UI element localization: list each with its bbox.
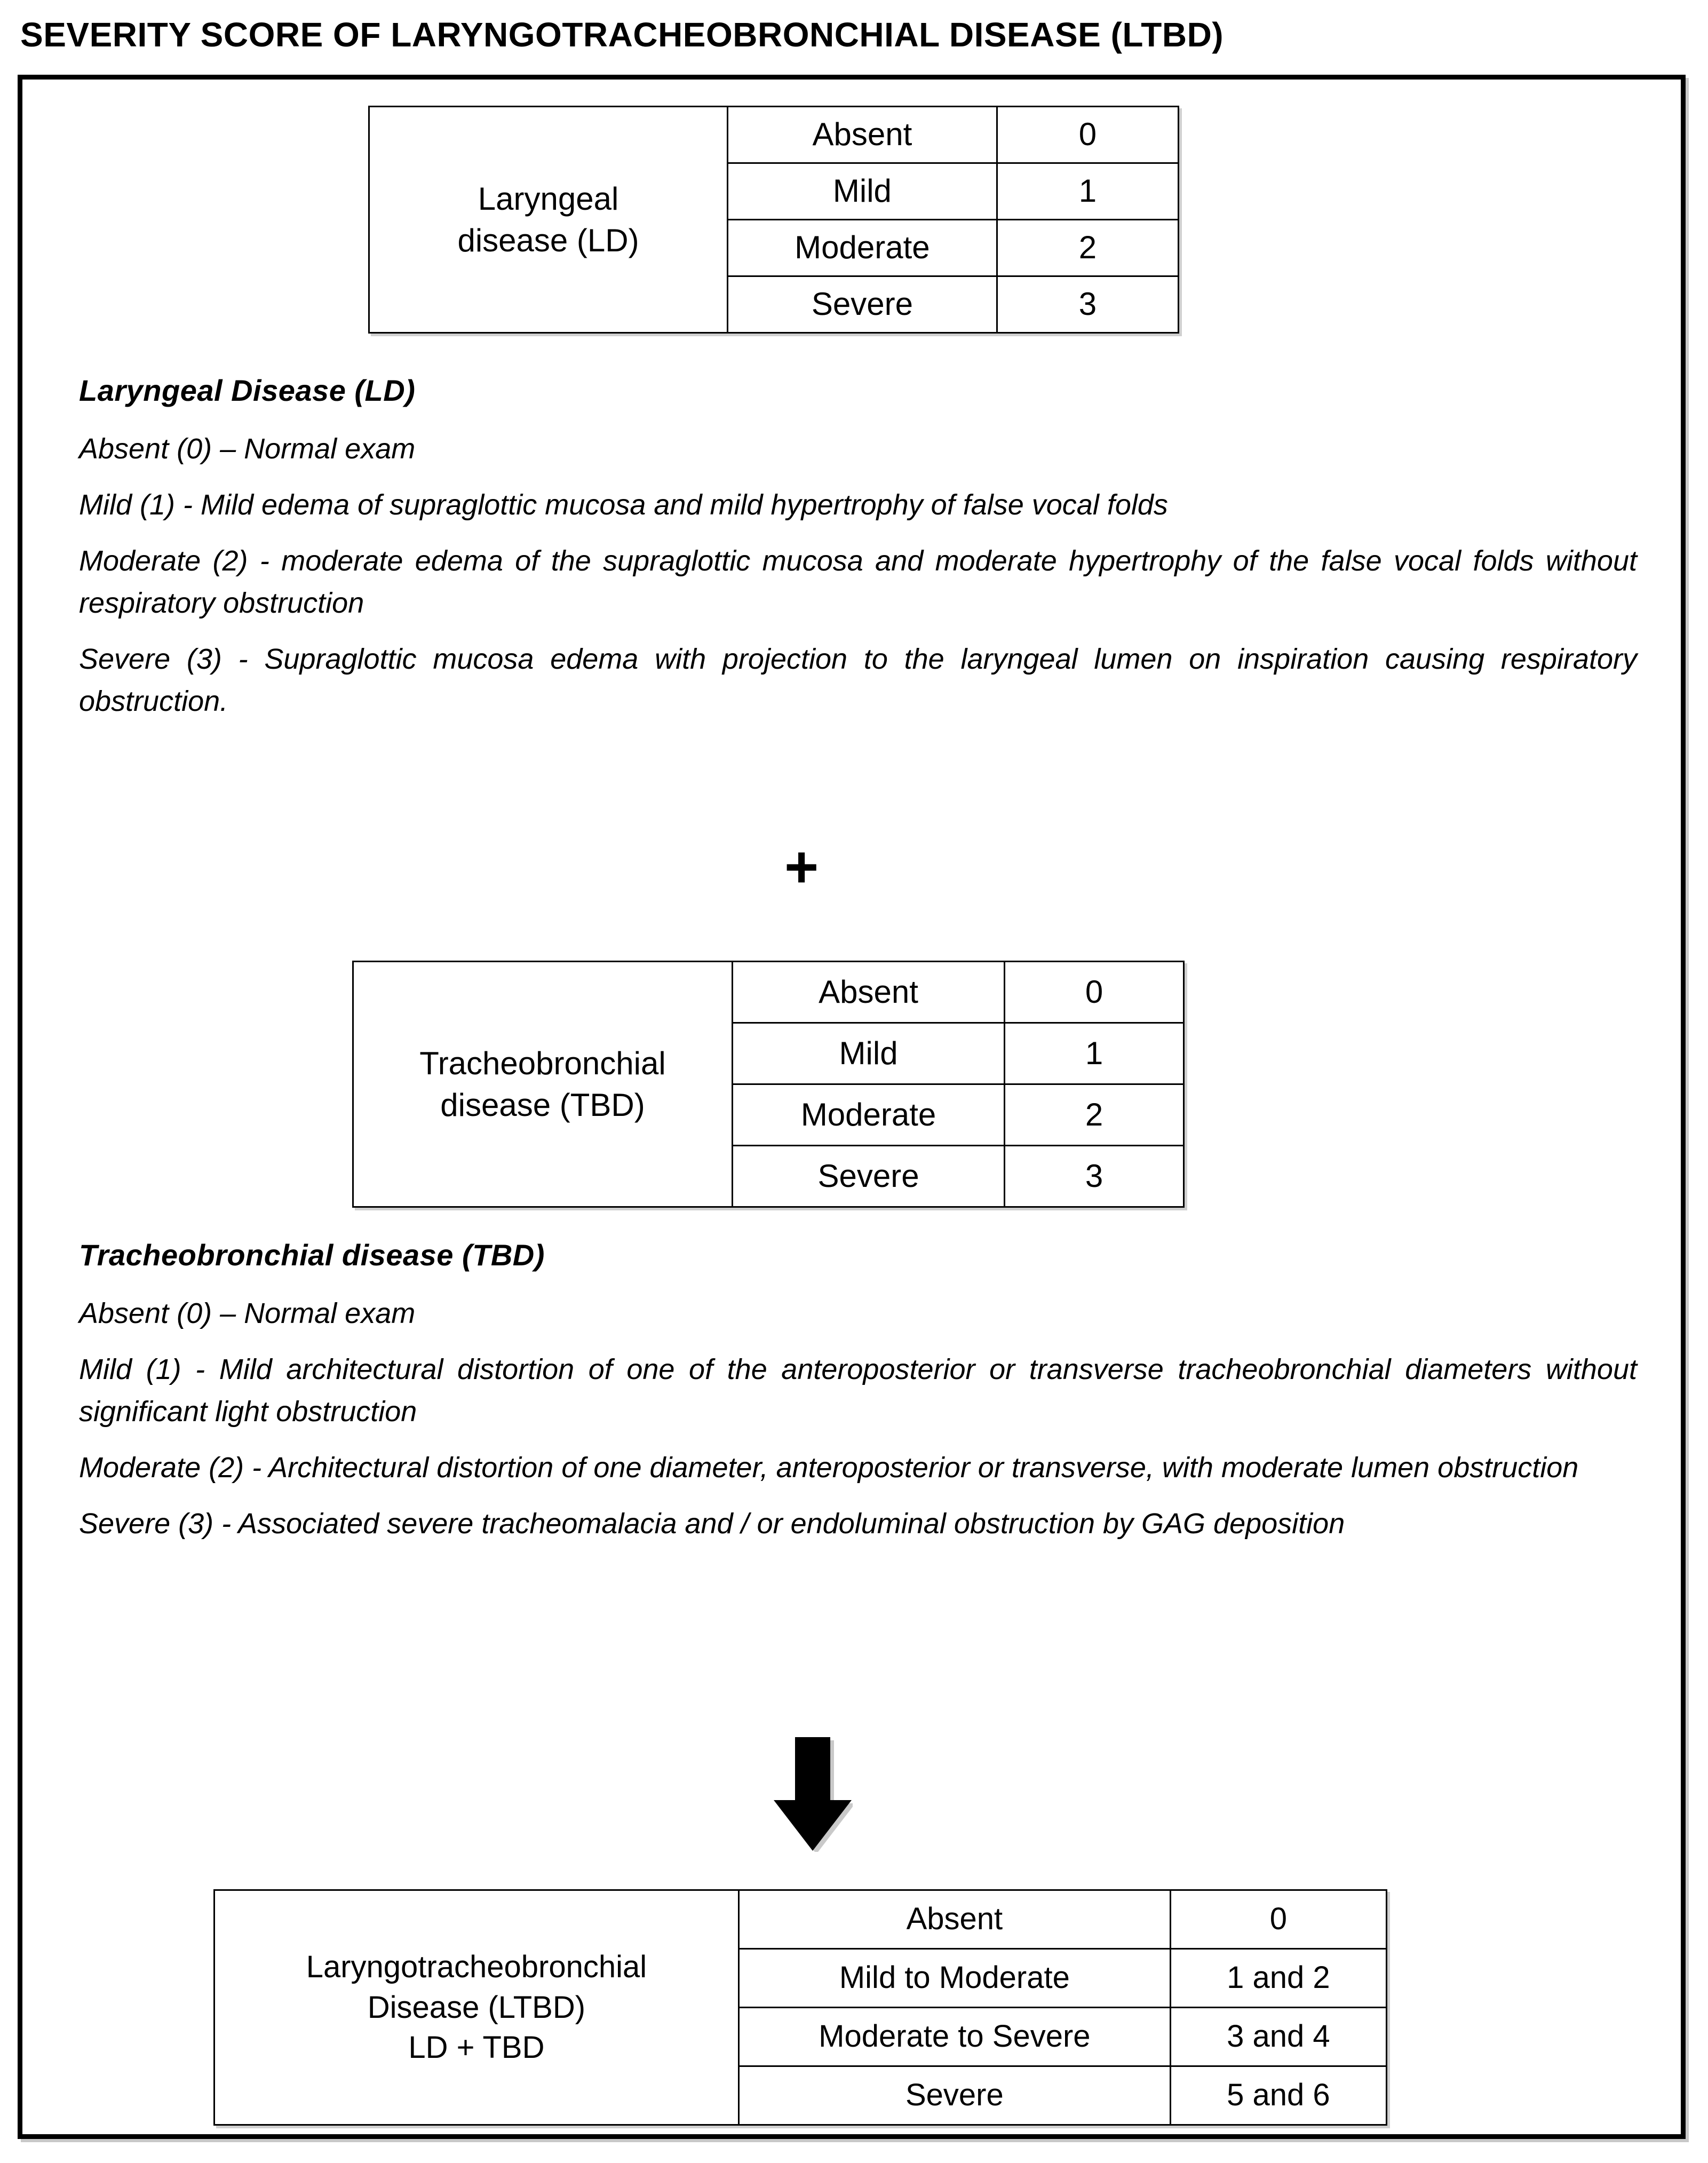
- ltbd-grade-mild-moderate: Mild to Moderate: [738, 1949, 1170, 2008]
- ltbd-score-severe: 5 and 6: [1170, 2066, 1386, 2125]
- tbd-line-severe: Severe (3) - Associated severe tracheomalacia and / or endoluminal obstruction by GAG deposition: [79, 1507, 1345, 1540]
- ltbd-score-table: [213, 1889, 1387, 2126]
- ld-grade-severe: Severe: [728, 276, 997, 333]
- ltbd-score-mild-moderate: 1 and 2: [1170, 1949, 1386, 2008]
- ltbd-score-moderate-severe: 3 and 4: [1170, 2008, 1386, 2066]
- table-row: [215, 1890, 1387, 1949]
- laryngeal-disease-score-table: [368, 106, 1179, 334]
- tbd-section-heading: Tracheobronchial disease (TBD): [79, 1238, 545, 1272]
- tbd-score-moderate: 2: [1005, 1084, 1184, 1146]
- tbd-score-mild: 1: [1005, 1023, 1184, 1084]
- ltbd-score-absent: 0: [1170, 1890, 1386, 1949]
- tbd-score-absent: 0: [1005, 962, 1184, 1023]
- page-title: SEVERITY SCORE OF LARYNGOTRACHEOBRONCHIAL DISEASE (LTBD): [20, 15, 1224, 54]
- tbd-row-label: Tracheobronchial disease (TBD): [353, 962, 733, 1207]
- tbd-line-mild: Mild (1) - Mild architectural distortion of one of the anteroposterior or transverse tracheobronchial diameters without significant light obstruction: [79, 1353, 1637, 1428]
- ld-line-moderate: Moderate (2) - moderate edema of the supraglottic mucosa and moderate hypertrophy of the false vocal folds without respiratory obstruction: [79, 545, 1637, 619]
- ld-section-heading: Laryngeal Disease (LD): [79, 374, 416, 407]
- ld-grade-mild: Mild: [728, 163, 997, 220]
- ld-row-label: Laryngeal disease (LD): [369, 107, 728, 333]
- table-row: [353, 962, 1184, 1023]
- tracheobronchial-disease-description: [79, 1238, 1637, 1545]
- ltbd-row-label: Laryngotracheobronchial Disease (LTBD) LD + TBD: [215, 1890, 739, 2125]
- ld-line-mild: Mild (1) - Mild edema of supraglottic mucosa and mild hypertrophy of false vocal folds: [79, 489, 1168, 521]
- tbd-grade-mild: Mild: [732, 1023, 1004, 1084]
- down-arrow-icon: [773, 1737, 853, 1852]
- ld-score-absent: 0: [997, 107, 1178, 163]
- laryngeal-disease-description: [79, 374, 1637, 722]
- table-row: [369, 107, 1179, 163]
- ltbd-grade-absent: Absent: [738, 1890, 1170, 1949]
- tbd-line-moderate: Moderate (2) - Architectural distortion of one diameter, anteroposterior or transverse, with moderate lumen obstruction: [79, 1451, 1579, 1484]
- ltbd-grade-moderate-severe: Moderate to Severe: [738, 2008, 1170, 2066]
- tracheobronchial-disease-score-table: [352, 961, 1185, 1208]
- ld-score-severe: 3: [997, 276, 1178, 333]
- tbd-grade-severe: Severe: [732, 1146, 1004, 1207]
- tbd-grade-absent: Absent: [732, 962, 1004, 1023]
- ld-grade-absent: Absent: [728, 107, 997, 163]
- tbd-grade-moderate: Moderate: [732, 1084, 1004, 1146]
- tbd-line-absent: Absent (0) – Normal exam: [79, 1297, 416, 1330]
- tbd-score-severe: 3: [1005, 1146, 1184, 1207]
- ld-grade-moderate: Moderate: [728, 220, 997, 276]
- ld-score-moderate: 2: [997, 220, 1178, 276]
- ld-score-mild: 1: [997, 163, 1178, 220]
- ltbd-grade-severe: Severe: [738, 2066, 1170, 2125]
- ld-line-severe: Severe (3) - Supraglottic mucosa edema with projection to the laryngeal lumen on inspiration causing respiratory obstruction.: [79, 643, 1637, 717]
- plus-icon: +: [784, 834, 819, 900]
- ld-line-absent: Absent (0) – Normal exam: [79, 433, 416, 465]
